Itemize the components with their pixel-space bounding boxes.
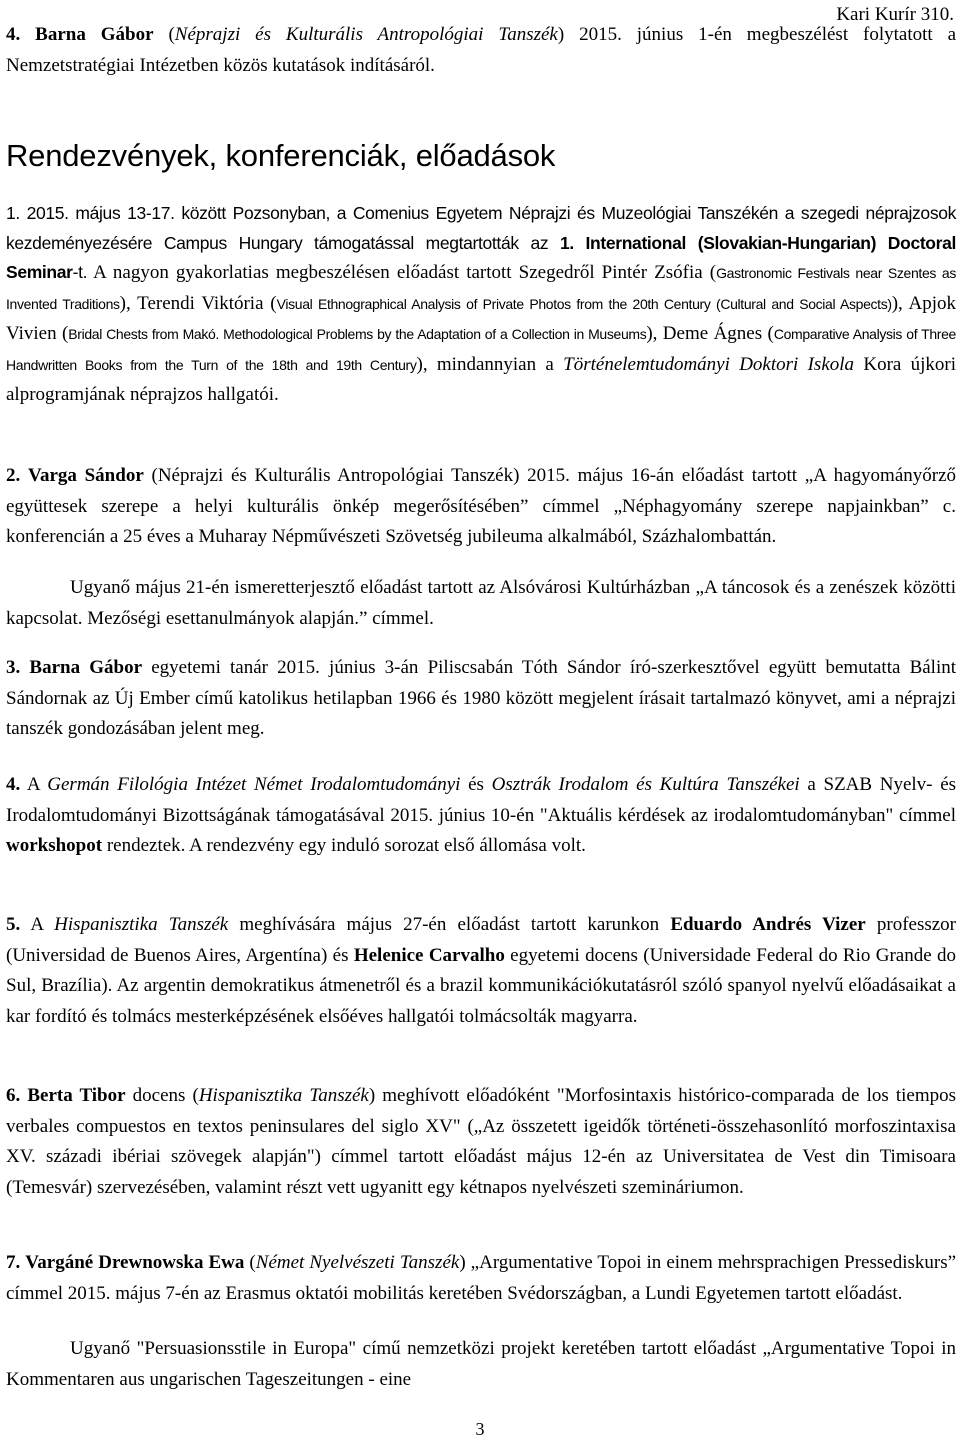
item-number: 2.	[6, 465, 21, 486]
item-number: 6.	[6, 1085, 21, 1106]
person-name: Barna Gábor	[29, 657, 143, 678]
seminar-title: 1. International (Slovakian-Hungarian) Doctoral Seminar	[6, 232, 956, 282]
running-header: Kari Kurír 310.	[836, 4, 954, 25]
item-6-paragraph: 6. Berta Tibor docens (Hispanisztika Tanszék) meghívott előadóként "Morfosintaxis histórico-comparada de los tiempos verbales compuestos en textos peninsulares del siglo XV" („Az összetett igeidők történeti-összehasonlító morfoszintaxisa XV. századi ibériai szövegek alapján") címmel tartott előadást május 12-én az Universitatea de Vest din Timisoara (Temesvár) szervezésében, valamint részt vett ugyanitt egy kétnapos nyelvészeti szemináriumon.	[6, 1085, 956, 1198]
item-number: 7.	[6, 1252, 21, 1273]
item-number: 4.	[6, 24, 21, 45]
person-name: Berta Tibor	[27, 1085, 126, 1106]
item-4-top-paragraph: 4. Barna Gábor (Néprajzi és Kulturális Antropológiai Tanszék) 2015. június 1-én megbeszélést folytatott a Nemzetstratégiai Intézetben közös kutatások indításáról.	[6, 24, 957, 76]
section-heading: Rendezvények, konferenciák, előadások	[6, 138, 556, 173]
person-name: Barna Gábor	[35, 24, 154, 45]
item-number: 4.	[6, 774, 21, 795]
page-number: 3	[475, 1419, 485, 1439]
person-name: Helenice Carvalho	[353, 944, 505, 966]
item-4-paragraph: 4. A Germán Filológia Intézet Német Irodalomtudományi és Osztrák Irodalom és Kultúra Tanszékei a SZAB Nyelv- és Irodalomtudományi Bizottságának támogatásával 2015. június 10-én "Aktuális kérdések az irodalomtudományban" címmel workshopot rendeztek. A rendezvény egy induló sorozat első állomása volt.	[6, 774, 957, 856]
item-7-paragraph: 7. Vargáné Drewnowska Ewa (Német Nyelvészeti Tanszék) „Argumentative Topoi in einem mehrsprachigen Pressediskurs” címmel 2015. május 7-én az Erasmus oktatói mobilitás keretében Svédországban, a Lundi Egyetemen tartott előadást.	[6, 1252, 957, 1304]
item-1-paragraph: 1. 2015. május 13-17. között Pozsonyban, a Comenius Egyetem Néprajzi és Muzeológiai Tanszékén a szegedi néprajzosok kezdeményezésére Campus Hungary támogatással megtartották az 1. International (Slovakian-Hungarian) Doctoral Seminar-t. A nagyon gyakorlatias megbeszélésen előadást tartott Szegedről Pintér Zsófia (Gastronomic Festivals near Szentes as Invented Traditions), Terendi Viktória (Visual Ethnographical Analysis of Private Photos from the 20th Century (Cultural and Social Aspects)), Apjok Vivien (Bridal Chests from Makó. Methodological Problems by the Adaptation of a Collection in Museums), Deme Ágnes (Comparative Analysis of Three Handwritten Books from the Turn of the 18th and 19th Century), mindannyian a Történelemtudományi Doktori Iskola Kora újkori alprogramjának néprajzos hallgatói.	[6, 203, 957, 405]
item-5-paragraph: 5. A Hispanisztika Tanszék meghívására május 27-én előadást tartott karunkon Eduardo Andrés Vizer professzor (Universidad de Buenos Aires, Argentína) és Helenice Carvalho egyetemi docens (Universidade Federal do Rio Grande do Sul, Brazília). Az argentin demokratikus átmenetről és a brazil kommunikációkutatásról szóló spanyol nyelvű előadásaikat a kar fordító és tolmács mesterképzésének elsőéves hallgatói tolmácsolták magyarra.	[6, 914, 957, 1027]
item-2-second-paragraph: Ugyanő május 21-én ismeretterjesztő előadást tartott az Alsóvárosi Kultúrházban „A táncosok és a zenészek közötti kapcsolat. Mezőségi esettanulmányok alapján.” címmel.	[6, 577, 956, 629]
item-3-paragraph: 3. Barna Gábor egyetemi tanár 2015. június 3-án Piliscsabán Tóth Sándor író-szerkesztővel együtt bemutatta Bálint Sándornak az Új Ember című katolikus hetilapban 1966 és 1980 között megjelent írásait tartalmazó könyvet, ami a néprajzi tanszék gondozásában jelent meg.	[6, 657, 957, 739]
person-name: Varga Sándor	[27, 465, 144, 486]
department-name: Néprajzi és Kulturális Antropológiai Tanszék	[174, 24, 558, 45]
person-name: Eduardo Andrés Vizer	[670, 914, 866, 935]
item-2-paragraph: 2. Varga Sándor (Néprajzi és Kulturális Antropológiai Tanszék) 2015. május 16-án előadást tartott „A hagyományőrző együttesek szerepe a helyi kulturális önkép megerősítésében” címmel „Néphagyomány szerepe napjainkban” c. konferencián a 25 éves a Muharay Népművészeti Szövetség jubileuma alkalmából, Százhalombattán.	[6, 465, 957, 547]
item-7-second-paragraph: Ugyanő "Persuasionsstile in Europa" című nemzetközi projekt keretében tartott előadást „Argumentative Topoi in Kommentaren aus ungarischen Tageszeitungen - eine	[6, 1338, 956, 1390]
person-name: Vargáné Drewnowska Ewa	[25, 1252, 245, 1273]
doctoral-school-name: Történelemtudományi Doktori Iskola	[563, 353, 855, 375]
item-number: 5.	[6, 914, 21, 935]
item-number: 3.	[6, 657, 21, 678]
